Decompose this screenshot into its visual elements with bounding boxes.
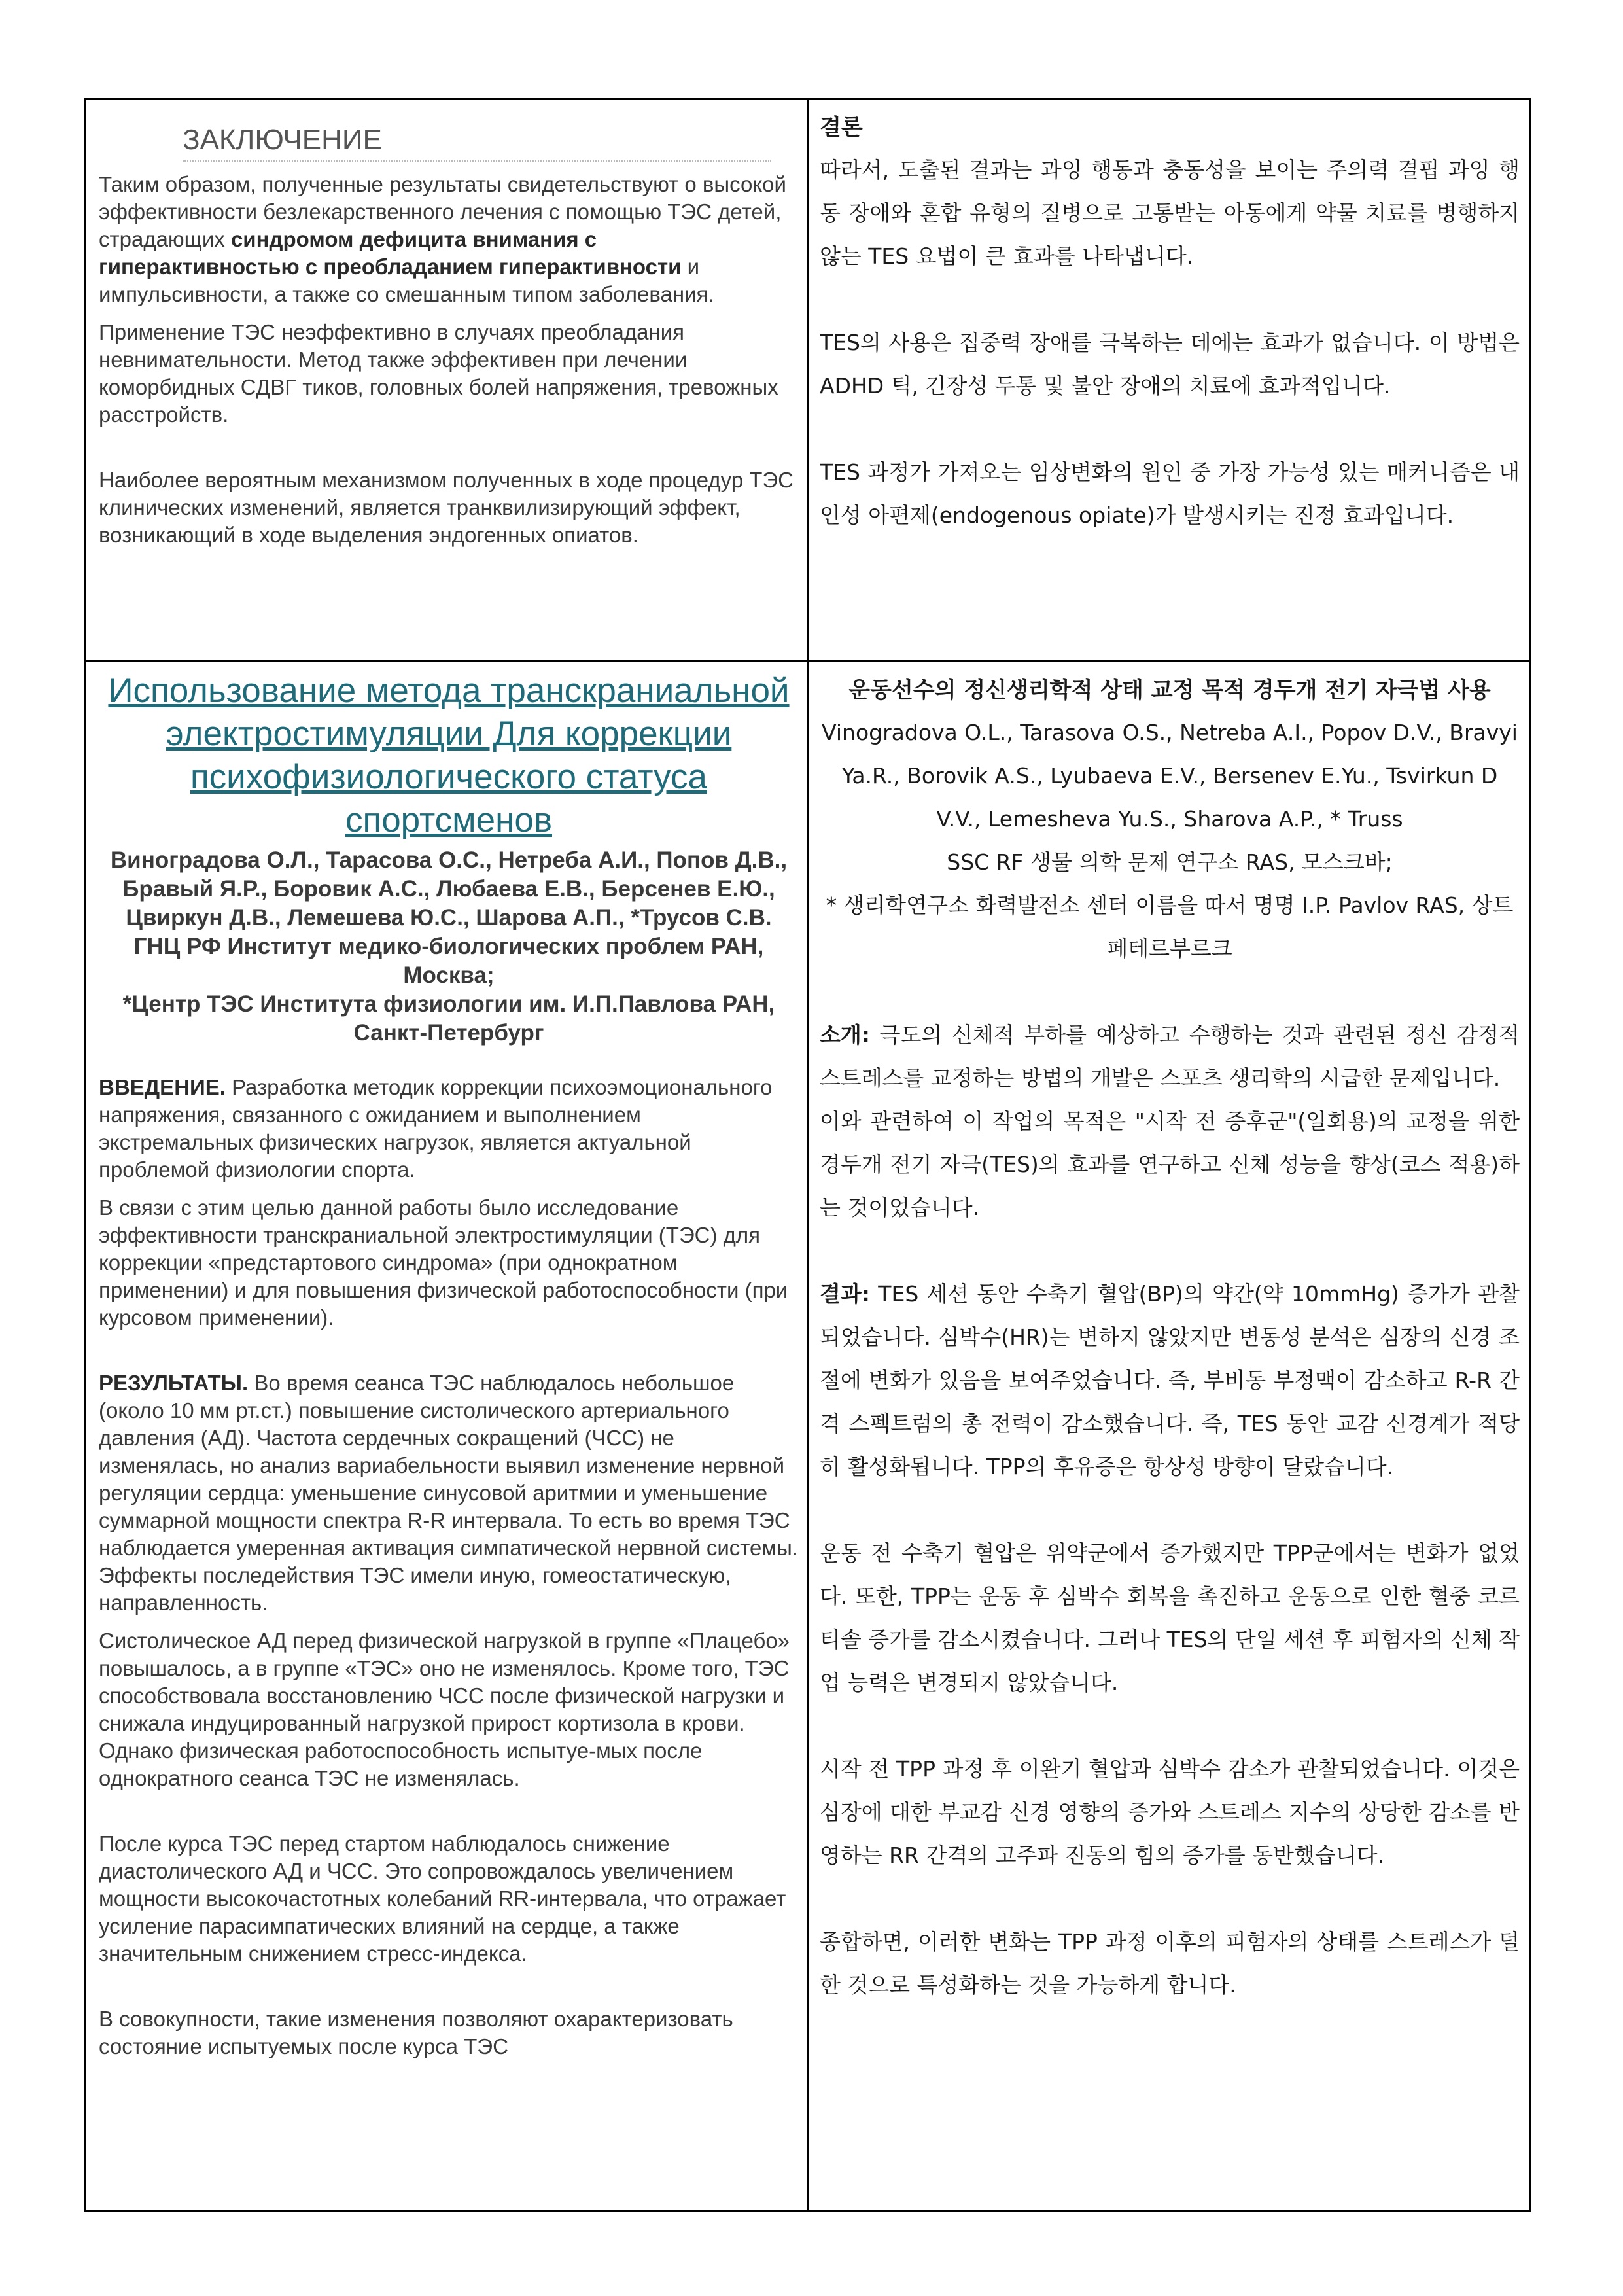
ru-aim: В связи с этим целью данной работы было исследование эффективности транскраниальной электростимуляции (ТЭС) для коррекции «предстартового синдрома» (при однократном применении) и для повышения физической работоспособности (при курсовом применении).: [99, 1195, 788, 1330]
ru-conclusion-p2: Применение ТЭС неэффективно в случаях преобладания невнимательности. Метод также эффективен при лечении коморбидных СДВГ тиков, головных болей напряжения, тревожных расстройств.: [99, 320, 778, 427]
ko-results: 결과: TES 세션 동안 수축기 혈압(BP)의 약간(약 10mmHg) 증가가 관찰되었습니다. 심박수(HR)는 변하지 않았지만 변동성 분석은 심장의 신경 조절에 변화가 있음을 보여주었습니다. 즉, 부비동 부정맥이 감소하고 R-R 간격 스펙트럼의 총 전력이 감소했습니다. 즉, TES 동안 교감 신경계가 적당히 활성화됩니다. TPP의 후유증은 항상성 방향이 달랐습니다.: [820, 1281, 1520, 1479]
ru-total: В совокупности, такие изменения позволяют охарактеризовать состояние испытуемых после курса ТЭС: [99, 2007, 733, 2058]
ru-article-authors: Виноградова О.Л., Тарасова О.С., Нетреба А.И., Попов Д.В., Бравый Я.Р., Боровик А.С., Любаева Е.В., Берсенев Е.Ю., Цвиркун Д.В., Лемешева Ю.С., Шарова А.П., *Трусов С.В. ГНЦ РФ Институт медико-биологических проблем РАН, Москва; *Центр ТЭС Института физиологии им. И.П.Павлова РАН, Санкт-Петербург: [110, 847, 788, 1046]
ko-article-cell: [820, 669, 1520, 2207]
ko-article-authors: Vinogradova O.L., Tarasova O.S., Netreba A.I., Popov D.V., Bravyi Ya.R., Borovik A.S., Lyubaeva E.V., Bersenev E.Yu., Tsvirkun D V.V., Lemesheva Yu.S., Sharova A.P., * Truss SSC RF 생물 의학 문제 연구소 RAS, 모스크바; * 생리학연구소 화력발전소 센터 이름을 따서 명명 I.P. Pavlov RAS, 상트페테르부르크: [822, 720, 1518, 961]
ru-conclusion-p1: Таким образом, полученные результаты свидетельствуют о высокой эффективности безлекарственного лечения с помощью ТЭС детей, страдающих синдромом дефицита внимания с гиперактивностью с преобладанием гиперактивности и импульсивности, а также со смешанным типом заболевания.: [99, 172, 786, 306]
ko-systolic: 운동 전 수축기 혈압은 위약군에서 증가했지만 TPP군에서는 변화가 없었다. 또한, TPP는 운동 후 심박수 회복을 촉진하고 운동으로 인한 혈중 코르티솔 증가를 감소시켰습니다. 그러나 TES의 단일 세션 후 피험자의 신체 작업 능력은 변경되지 않았습니다.: [820, 1540, 1520, 1695]
ko-conclusion-cell: [820, 107, 1520, 656]
ru-course: После курса ТЭС перед стартом наблюдалось снижение диастолического АД и ЧСС. Это сопровождалось увеличением мощности высокочастотных колебаний RR-интервала, что отражает усиление парасимпатических влияний на сердце, а также значительным снижением стресс-индекса.: [99, 1831, 786, 1966]
ko-conclusion-heading: 결론: [820, 115, 863, 141]
ru-conclusion-p3: Наиболее вероятным механизмом полученных в ходе процедур ТЭС клинических изменений, является транквилизирующий эффект, возникающий в ходе выделения эндогенных опиатов.: [99, 468, 794, 547]
ru-systolic: Систолическое АД перед физической нагрузкой в группе «Плацебо» повышалось, а в группе «ТЭС» оно не изменялось. Кроме того, ТЭС способствовала восстановлению ЧСС после физической нагрузки и снижала индуцированный нагрузкой прирост кортизола в крови. Однако физическая работоспособность испытуе-мых после однократного сеанса ТЭС не изменялась.: [99, 1629, 790, 1790]
ko-total: 종합하면, 이러한 변화는 TPP 과정 이후의 피험자의 상태를 스트레스가 덜한 것으로 특성화하는 것을 가능하게 합니다.: [820, 1929, 1520, 1998]
ko-aim: 이와 관련하여 이 작업의 목적은 "시작 전 증후군"(일회용)의 교정을 위한 경두개 전기 자극(TES)의 효과를 연구하고 신체 성능을 향상(코스 적용)하는 것이었습니다.: [820, 1108, 1520, 1220]
ru-article-cell: [99, 669, 799, 2207]
ru-conclusion-cell: [99, 113, 799, 656]
ru-results: РЕЗУЛЬТАТЫ. Во время сеанса ТЭС наблюдалось небольшое (около 10 мм рт.ст.) повышение систолического артериального давления (АД). Частота сердечных сокращений (ЧСС) не изменялась, но анализ вариабельности выявил изменение нервной регуляции сердца: уменьшение синусовой аритмии и уменьшение суммарной мощности спектра R-R интервала. То есть во время ТЭС наблюдается умеренная активация симпатической нервной системы. Эффекты последействия ТЭС имели иную, гомеостатическую, направленность.: [99, 1371, 798, 1615]
ru-intro: ВВЕДЕНИЕ. Разработка методик коррекции психоэмоционального напряжения, связанного с ожиданием и выполнением экстремальных физических нагрузок, является актуальной проблемой физиологии спорта.: [99, 1075, 773, 1182]
ko-conclusion-p1: 따라서, 도출된 결과는 과잉 행동과 충동성을 보이는 주의력 결핍 과잉 행동 장애와 혼합 유형의 질병으로 고통받는 아동에게 약물 치료를 병행하지 않는 TES 요법이 큰 효과를 나타냅니다.: [820, 157, 1520, 269]
ko-intro: 소개: 극도의 신체적 부하를 예상하고 수행하는 것과 관련된 정신 감정적 스트레스를 교정하는 방법의 개발은 스포츠 생리학의 시급한 문제입니다.: [820, 1022, 1520, 1091]
ko-course: 시작 전 TPP 과정 후 이완기 혈압과 심박수 감소가 관찰되었습니다. 이것은 심장에 대한 부교감 신경 영향의 증가와 스트레스 지수의 상당한 감소를 반영하는 RR 간격의 고주파 진동의 힘의 증가를 동반했습니다.: [820, 1756, 1520, 1868]
ko-conclusion-p2: TES의 사용은 집중력 장애를 극복하는 데에는 효과가 없습니다. 이 방법은 ADHD 틱, 긴장성 두통 및 불안 장애의 치료에 효과적입니다.: [820, 330, 1520, 398]
ko-article-title: 운동선수의 정신생리학적 상태 교정 목적 경두개 전기 자극법 사용: [848, 677, 1491, 703]
bilingual-table: [84, 98, 1531, 2212]
ru-conclusion-heading: ЗАКЛЮЧЕНИЕ: [183, 126, 771, 162]
column-divider: [807, 100, 809, 2210]
ru-article-title: Использование метода транскраниальной электростимуляции Для коррекции психофизиологического статуса спортсменов: [108, 671, 790, 839]
row-divider: [86, 660, 1529, 662]
ko-conclusion-p3: TES 과정가 가져오는 임상변화의 원인 중 가장 가능성 있는 매커니즘은 내인성 아편제(endogenous opiate)가 발생시키는 진정 효과입니다.: [820, 459, 1520, 528]
